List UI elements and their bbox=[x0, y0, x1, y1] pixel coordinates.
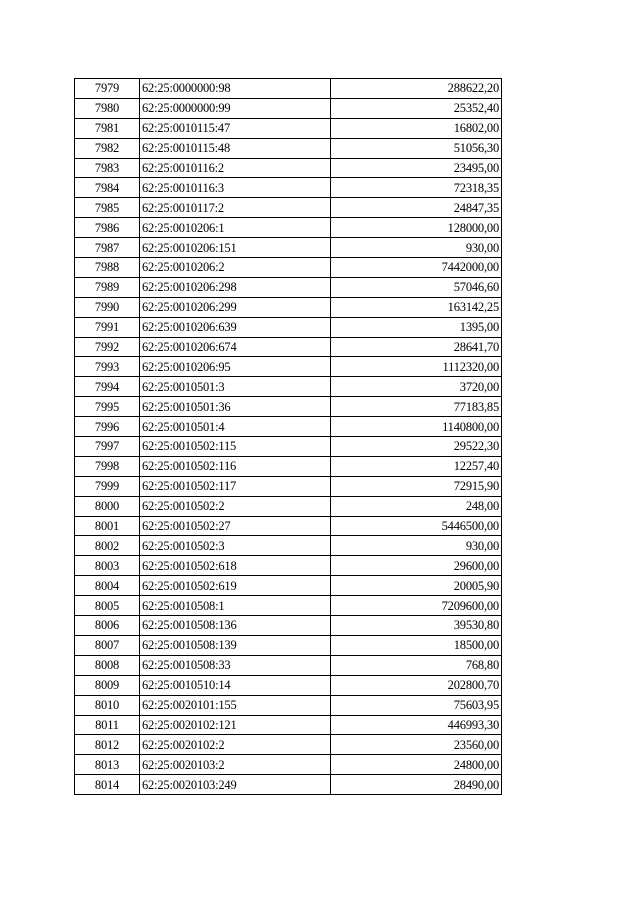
cadastral-number-cell: 62:25:0020102:2 bbox=[140, 735, 331, 755]
value-cell: 3720,00 bbox=[331, 377, 502, 397]
table-row bbox=[75, 158, 502, 178]
cadastral-number-cell: 62:25:0010116:2 bbox=[140, 158, 331, 178]
table-row bbox=[75, 258, 502, 278]
value-cell: 23495,00 bbox=[331, 158, 502, 178]
table-row bbox=[75, 417, 502, 437]
row-number-cell: 7996 bbox=[75, 417, 140, 437]
cadastral-number-cell: 62:25:0020101:155 bbox=[140, 695, 331, 715]
value-cell: 28641,70 bbox=[331, 337, 502, 357]
table-row bbox=[75, 377, 502, 397]
row-number-cell: 8003 bbox=[75, 556, 140, 576]
cadastral-number-cell: 62:25:0010206:298 bbox=[140, 277, 331, 297]
cadastral-number-cell: 62:25:0010206:95 bbox=[140, 357, 331, 377]
row-number-cell: 8010 bbox=[75, 695, 140, 715]
table-row bbox=[75, 635, 502, 655]
cadastral-number-cell: 62:25:0010501:3 bbox=[140, 377, 331, 397]
row-number-cell: 7984 bbox=[75, 178, 140, 198]
row-number-cell: 8002 bbox=[75, 536, 140, 556]
row-number-cell: 7991 bbox=[75, 317, 140, 337]
row-number-cell: 7981 bbox=[75, 118, 140, 138]
value-cell: 446993,30 bbox=[331, 715, 502, 735]
table-row bbox=[75, 576, 502, 596]
value-cell: 768,80 bbox=[331, 655, 502, 675]
table-row bbox=[75, 437, 502, 457]
value-cell: 24847,35 bbox=[331, 198, 502, 218]
value-cell: 28490,00 bbox=[331, 775, 502, 795]
table-row bbox=[75, 616, 502, 636]
table-row bbox=[75, 297, 502, 317]
table-row bbox=[75, 238, 502, 258]
value-cell: 248,00 bbox=[331, 496, 502, 516]
table-row bbox=[75, 536, 502, 556]
cadastral-number-cell: 62:25:0010502:619 bbox=[140, 576, 331, 596]
cadastral-number-cell: 62:25:0020103:2 bbox=[140, 755, 331, 775]
row-number-cell: 8001 bbox=[75, 516, 140, 536]
cadastral-number-cell: 62:25:0010502:2 bbox=[140, 496, 331, 516]
row-number-cell: 7992 bbox=[75, 337, 140, 357]
value-cell: 128000,00 bbox=[331, 218, 502, 238]
table-row bbox=[75, 516, 502, 536]
value-cell: 16802,00 bbox=[331, 118, 502, 138]
row-number-cell: 8005 bbox=[75, 596, 140, 616]
table-row bbox=[75, 337, 502, 357]
row-number-cell: 8007 bbox=[75, 635, 140, 655]
cadastral-number-cell: 62:25:0010502:27 bbox=[140, 516, 331, 536]
value-cell: 39530,80 bbox=[331, 616, 502, 636]
value-cell: 1395,00 bbox=[331, 317, 502, 337]
table-row bbox=[75, 735, 502, 755]
cadastral-number-cell: 62:25:0010508:136 bbox=[140, 616, 331, 636]
table-row bbox=[75, 218, 502, 238]
table-row bbox=[75, 695, 502, 715]
value-cell: 72318,35 bbox=[331, 178, 502, 198]
table-row bbox=[75, 715, 502, 735]
row-number-cell: 7988 bbox=[75, 258, 140, 278]
cadastral-number-cell: 62:25:0010501:36 bbox=[140, 397, 331, 417]
row-number-cell: 7982 bbox=[75, 138, 140, 158]
table-row bbox=[75, 556, 502, 576]
row-number-cell: 8009 bbox=[75, 675, 140, 695]
row-number-cell: 8000 bbox=[75, 496, 140, 516]
value-cell: 1140800,00 bbox=[331, 417, 502, 437]
row-number-cell: 7985 bbox=[75, 198, 140, 218]
value-cell: 25352,40 bbox=[331, 98, 502, 118]
cadastral-number-cell: 62:25:0010206:674 bbox=[140, 337, 331, 357]
value-cell: 12257,40 bbox=[331, 456, 502, 476]
cadastral-number-cell: 62:25:0010502:117 bbox=[140, 476, 331, 496]
value-cell: 5446500,00 bbox=[331, 516, 502, 536]
row-number-cell: 8012 bbox=[75, 735, 140, 755]
cadastral-number-cell: 62:25:0020102:121 bbox=[140, 715, 331, 735]
cadastral-number-cell: 62:25:0000000:98 bbox=[140, 79, 331, 99]
table-row bbox=[75, 496, 502, 516]
value-cell: 29522,30 bbox=[331, 437, 502, 457]
value-cell: 930,00 bbox=[331, 238, 502, 258]
value-cell: 57046,60 bbox=[331, 277, 502, 297]
value-cell: 72915,90 bbox=[331, 476, 502, 496]
value-cell: 51056,30 bbox=[331, 138, 502, 158]
cadastral-number-cell: 62:25:0000000:99 bbox=[140, 98, 331, 118]
cadastral-number-cell: 62:25:0010206:2 bbox=[140, 258, 331, 278]
row-number-cell: 7998 bbox=[75, 456, 140, 476]
cadastral-number-cell: 62:25:0010115:48 bbox=[140, 138, 331, 158]
row-number-cell: 8014 bbox=[75, 775, 140, 795]
cadastral-number-cell: 62:25:0010502:618 bbox=[140, 556, 331, 576]
cadastral-number-cell: 62:25:0020103:249 bbox=[140, 775, 331, 795]
value-cell: 1112320,00 bbox=[331, 357, 502, 377]
cadastral-number-cell: 62:25:0010508:33 bbox=[140, 655, 331, 675]
row-number-cell: 8011 bbox=[75, 715, 140, 735]
row-number-cell: 7995 bbox=[75, 397, 140, 417]
cadastral-number-cell: 62:25:0010206:1 bbox=[140, 218, 331, 238]
row-number-cell: 8013 bbox=[75, 755, 140, 775]
row-number-cell: 7983 bbox=[75, 158, 140, 178]
row-number-cell: 7980 bbox=[75, 98, 140, 118]
row-number-cell: 8008 bbox=[75, 655, 140, 675]
cadastral-number-cell: 62:25:0010502:115 bbox=[140, 437, 331, 457]
value-cell: 75603,95 bbox=[331, 695, 502, 715]
row-number-cell: 7986 bbox=[75, 218, 140, 238]
value-cell: 77183,85 bbox=[331, 397, 502, 417]
cadastral-number-cell: 62:25:0010508:139 bbox=[140, 635, 331, 655]
row-number-cell: 7987 bbox=[75, 238, 140, 258]
value-cell: 7442000,00 bbox=[331, 258, 502, 278]
cadastral-number-cell: 62:25:0010508:1 bbox=[140, 596, 331, 616]
row-number-cell: 7990 bbox=[75, 297, 140, 317]
cadastral-number-cell: 62:25:0010206:299 bbox=[140, 297, 331, 317]
table-body bbox=[75, 79, 502, 795]
cadastral-number-cell: 62:25:0010502:3 bbox=[140, 536, 331, 556]
value-cell: 24800,00 bbox=[331, 755, 502, 775]
table-row bbox=[75, 357, 502, 377]
table-row bbox=[75, 596, 502, 616]
value-cell: 23560,00 bbox=[331, 735, 502, 755]
cadastral-number-cell: 62:25:0010117:2 bbox=[140, 198, 331, 218]
table-row bbox=[75, 476, 502, 496]
table-row bbox=[75, 98, 502, 118]
value-cell: 202800,70 bbox=[331, 675, 502, 695]
table-row bbox=[75, 675, 502, 695]
cadastral-value-table bbox=[74, 78, 502, 795]
table-row bbox=[75, 198, 502, 218]
table-row bbox=[75, 79, 502, 99]
cadastral-number-cell: 62:25:0010116:3 bbox=[140, 178, 331, 198]
cadastral-number-cell: 62:25:0010206:151 bbox=[140, 238, 331, 258]
row-number-cell: 8006 bbox=[75, 616, 140, 636]
value-cell: 930,00 bbox=[331, 536, 502, 556]
table-row bbox=[75, 118, 502, 138]
row-number-cell: 7989 bbox=[75, 277, 140, 297]
table-row bbox=[75, 755, 502, 775]
row-number-cell: 7994 bbox=[75, 377, 140, 397]
table-row bbox=[75, 178, 502, 198]
table-row bbox=[75, 317, 502, 337]
table-row bbox=[75, 456, 502, 476]
row-number-cell: 8004 bbox=[75, 576, 140, 596]
table-row bbox=[75, 655, 502, 675]
row-number-cell: 7997 bbox=[75, 437, 140, 457]
value-cell: 288622,20 bbox=[331, 79, 502, 99]
cadastral-number-cell: 62:25:0010502:116 bbox=[140, 456, 331, 476]
table-row bbox=[75, 775, 502, 795]
value-cell: 163142,25 bbox=[331, 297, 502, 317]
row-number-cell: 7979 bbox=[75, 79, 140, 99]
value-cell: 29600,00 bbox=[331, 556, 502, 576]
row-number-cell: 7999 bbox=[75, 476, 140, 496]
value-cell: 18500,00 bbox=[331, 635, 502, 655]
table-row bbox=[75, 138, 502, 158]
cadastral-number-cell: 62:25:0010510:14 bbox=[140, 675, 331, 695]
table-row bbox=[75, 397, 502, 417]
cadastral-number-cell: 62:25:0010115:47 bbox=[140, 118, 331, 138]
value-cell: 7209600,00 bbox=[331, 596, 502, 616]
cadastral-number-cell: 62:25:0010501:4 bbox=[140, 417, 331, 437]
value-cell: 20005,90 bbox=[331, 576, 502, 596]
table-row bbox=[75, 277, 502, 297]
row-number-cell: 7993 bbox=[75, 357, 140, 377]
cadastral-number-cell: 62:25:0010206:639 bbox=[140, 317, 331, 337]
